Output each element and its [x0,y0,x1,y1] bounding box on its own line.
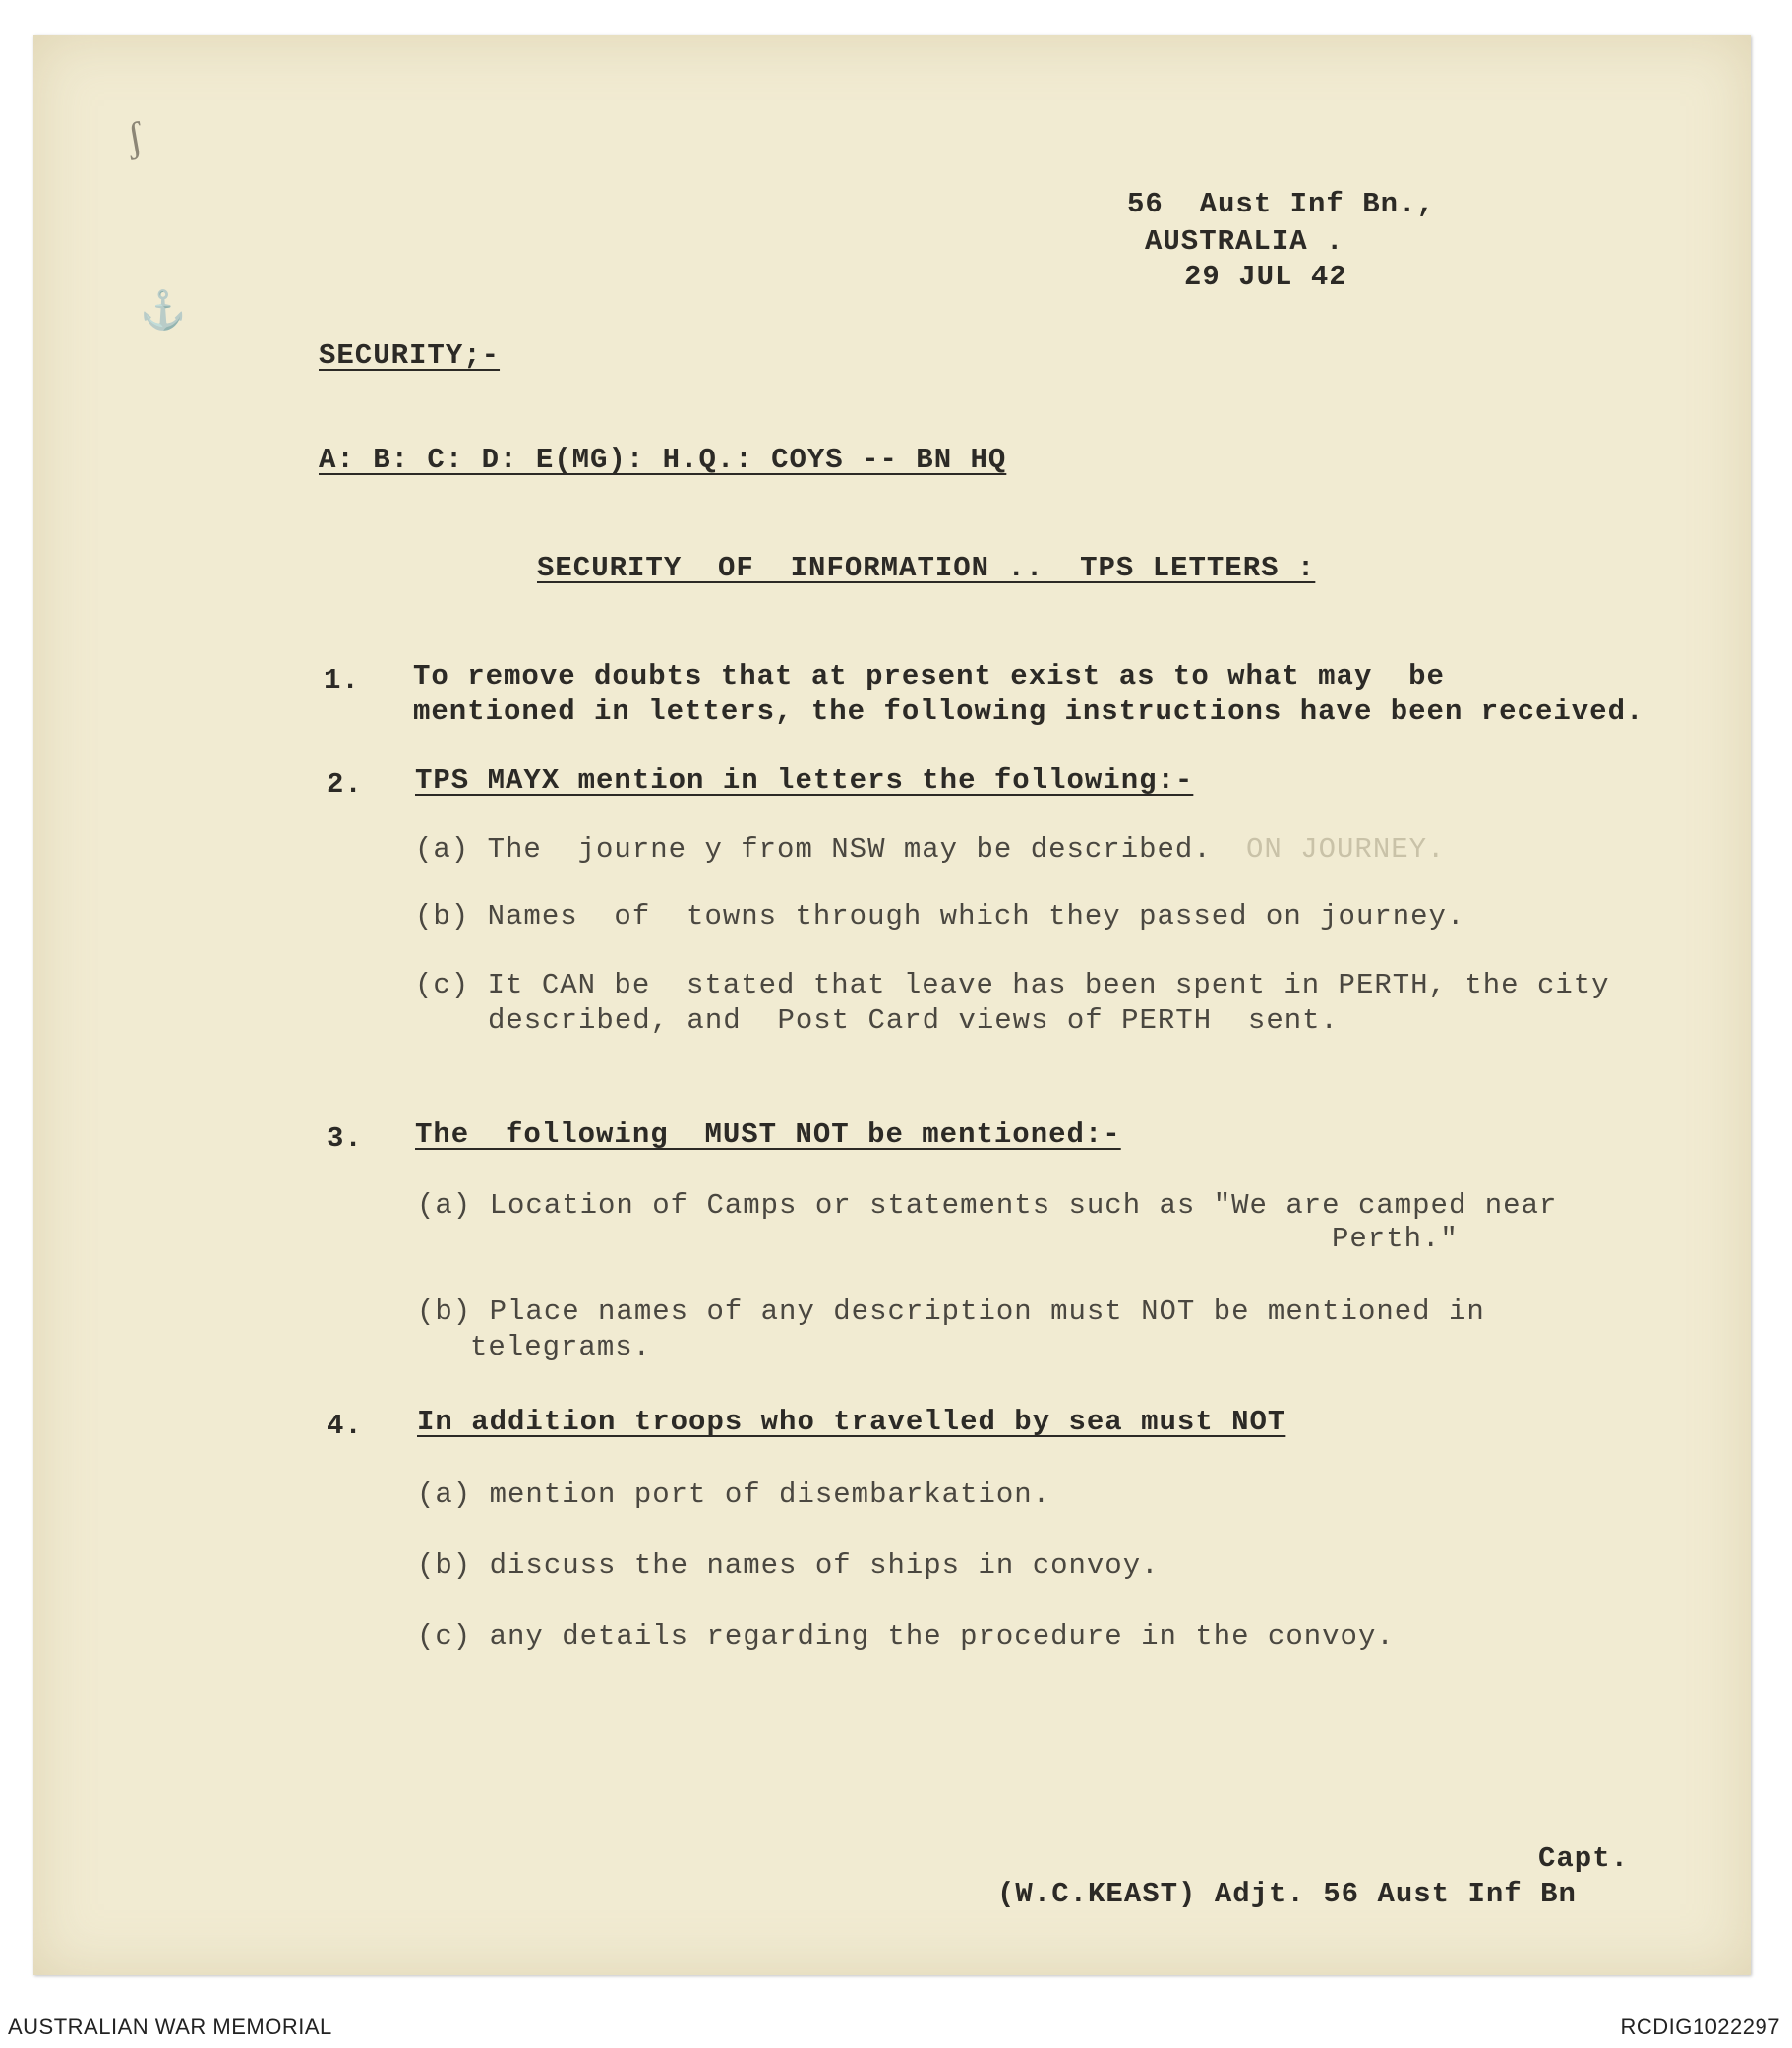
archive-footer [0,2007,1792,2048]
para-2-item-c-line-2: described, and Post Card views of PERTH sent. [488,1004,1339,1037]
para-1-line-1: To remove doubts that at present exist as to what may be [413,660,1445,693]
signature-name-line: (W.C.KEAST) Adjt. 56 Aust Inf Bn [997,1878,1577,1910]
location: AUSTRALIA . [1145,225,1344,258]
pencil-mark: ʃ [124,114,146,161]
para-3-item-a-line-2: Perth." [1332,1223,1459,1255]
para-1-line-2: mentioned in letters, the following instructions have been received. [413,695,1644,728]
para-2-number: 2. [327,768,363,801]
para-1-number: 1. [324,664,360,696]
para-2-item-c-line-1: (c) It CAN be stated that leave has been spent in PERTH, the city [415,969,1610,1001]
security-heading: SECURITY;- [319,339,501,372]
distribution-line: A: B: C: D: E(MG): H.Q.: COYS -- BN HQ [319,444,1007,476]
para-3-heading: The following MUST NOT be mentioned:- [415,1118,1121,1151]
para-4-heading: In addition troops who travelled by sea must NOT [417,1406,1286,1438]
para-4-item-b: (b) discuss the names of ships in convoy. [417,1549,1160,1582]
date: 29 JUL 42 [1184,261,1347,293]
para-4-item-a: (a) mention port of disembarkation. [417,1478,1051,1511]
para-2-item-b: (b) Names of towns through which they passed on journey. [415,900,1465,933]
signature-rank: Capt. [1538,1842,1630,1875]
document-page [33,35,1751,1975]
archive-reference: RCDIG1022297 [1620,2015,1780,2039]
para-4-number: 4. [327,1410,363,1442]
archive-name: AUSTRALIAN WAR MEMORIAL [8,2015,332,2039]
para-3-number: 3. [327,1122,363,1155]
para-4-item-c: (c) any details regarding the procedure in the convoy. [417,1620,1395,1653]
emboss-stamp-mark: ⚓ [140,290,187,331]
unit-name: 56 Aust Inf Bn., [1127,188,1435,220]
para-3-item-b-line-1: (b) Place names of any description must NOT be mentioned in [417,1295,1485,1328]
para-2-item-a: (a) The journe y from NSW may be described. [415,833,1212,866]
para-2-heading: TPS MAYX mention in letters the following:- [415,764,1194,797]
subject-title: SECURITY OF INFORMATION .. TPS LETTERS : [537,552,1316,584]
para-3-item-b-line-2: telegrams. [470,1331,652,1363]
para-3-item-a-line-1: (a) Location of Camps or statements such as "We are camped near [417,1189,1558,1222]
para-2-item-a-faded: ON JOURNEY. [1246,833,1446,866]
